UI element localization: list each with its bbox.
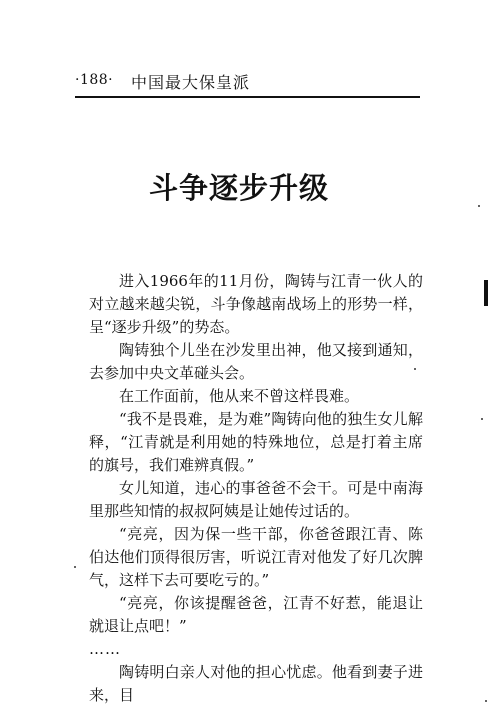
body-text bbox=[89, 270, 423, 707]
paragraph: “亮亮，你该提醒爸爸，江青不好惹，能退让就退让点吧！” bbox=[89, 594, 423, 635]
scan-speck bbox=[74, 566, 76, 568]
chapter-title: 斗争逐步升级 bbox=[148, 171, 329, 205]
scan-edge-mark bbox=[484, 280, 488, 306]
paragraph: 陶铸明白亲人对他的担心忧虑。他看到妻子进来，目 bbox=[89, 663, 423, 704]
running-title: 中国最大保皇派 bbox=[131, 73, 251, 92]
scan-speck bbox=[478, 205, 480, 207]
header-rule bbox=[75, 96, 420, 98]
scan-speck bbox=[414, 368, 416, 370]
scan-speck bbox=[485, 700, 487, 702]
paragraph: …… bbox=[89, 640, 121, 658]
scan-speck bbox=[481, 418, 483, 420]
paragraph: 进入1966年的11月份，陶铸与江青一伙人的对立越来越尖锐，斗争像越南战场上的形势一样，呈“逐步升级”的势态。 bbox=[89, 272, 423, 336]
paragraph: 女儿知道，违心的事爸爸不会干。可是中南海里那些知情的叔叔阿姨是让她传过话的。 bbox=[89, 479, 423, 520]
paragraph: 陶铸独个儿坐在沙发里出神，他又接到通知，去参加中央文革碰头会。 bbox=[89, 341, 423, 382]
page-number: ·188· bbox=[75, 72, 114, 88]
paragraph: 在工作面前，他从来不曾这样畏难。 bbox=[119, 387, 360, 405]
page-header bbox=[75, 68, 425, 94]
paragraph: “我不是畏难，是为难”陶铸向他的独生女儿解释，“江青就是利用她的特殊地位，总是打着主席的旗号，我们难辨真假。” bbox=[89, 410, 423, 474]
paragraph: “亮亮，因为保一些干部，你爸爸跟江青、陈伯达他们顶得很厉害，听说江青对他发了好几次脾气，这样下去可要吃亏的。” bbox=[89, 525, 423, 589]
